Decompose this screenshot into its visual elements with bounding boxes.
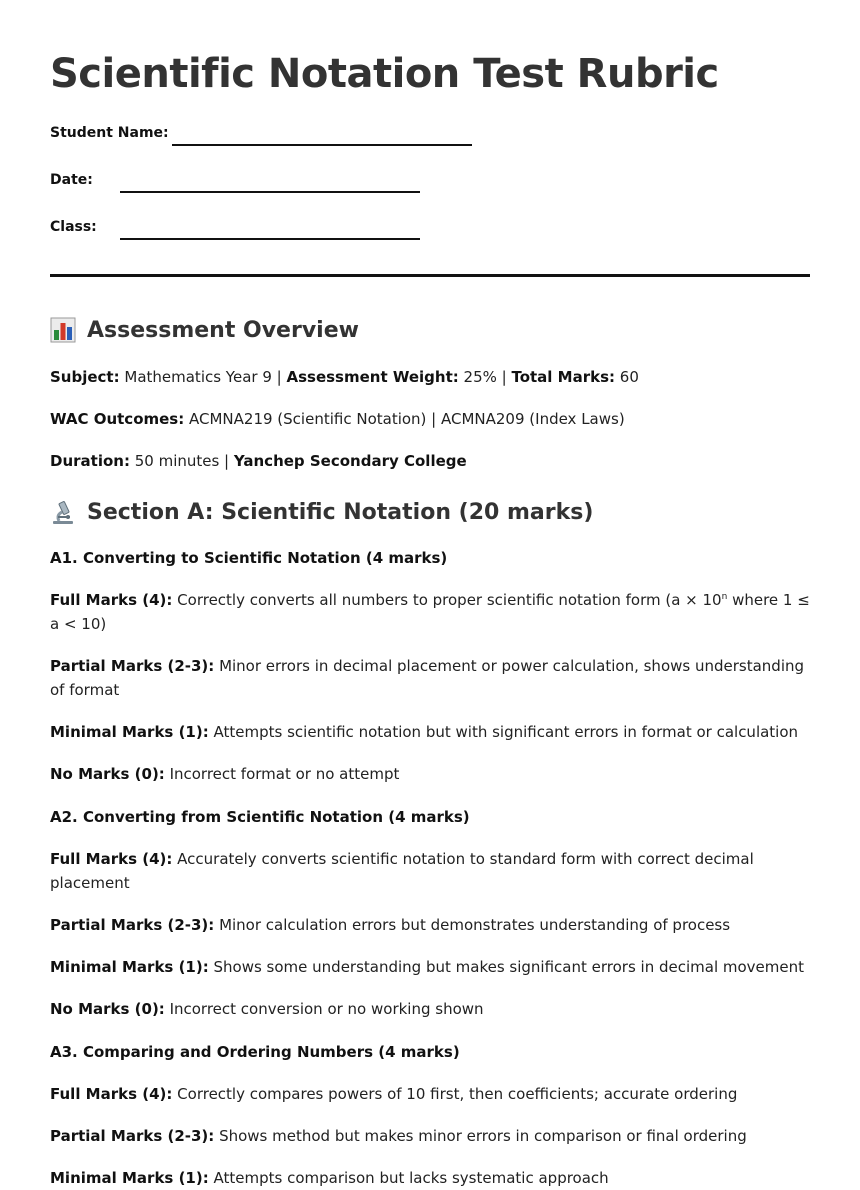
a2-title: A2. Converting from Scientific Notation (4 marks) [50, 808, 470, 826]
overview-subject-line [50, 365, 810, 389]
overview-heading-text: Assessment Overview [87, 317, 359, 343]
microscope-icon [50, 499, 76, 525]
a1-partial-marks [50, 654, 810, 702]
a1-minimal-marks [50, 720, 810, 744]
a2-minimal-text: Shows some understanding but makes significant errors in decimal movement [208, 958, 805, 976]
a1-full-label: Full Marks (4): [50, 591, 173, 609]
a2-full-label: Full Marks (4): [50, 850, 173, 868]
weight-value: 25% | [458, 368, 512, 386]
duration-label: Duration: [50, 452, 130, 470]
a3-partial-marks [50, 1124, 810, 1148]
subject-label: Subject: [50, 368, 120, 386]
a1-title: A1. Converting to Scientific Notation (4 marks) [50, 549, 448, 567]
a1-full-text-post: where 1 ≤ a < 10) [50, 591, 810, 633]
page-title: Scientific Notation Test Rubric [50, 51, 719, 97]
overview-heading [50, 315, 810, 345]
a3-minimal-text: Attempts comparison but lacks systematic approach [208, 1169, 609, 1187]
a2-partial-label: Partial Marks (2-3): [50, 916, 215, 934]
a2-full-marks [50, 847, 810, 895]
date-input-line[interactable] [120, 171, 420, 193]
a1-partial-label: Partial Marks (2-3): [50, 657, 215, 675]
a3-partial-label: Partial Marks (2-3): [50, 1127, 215, 1145]
a1-full-text-pre: Correctly converts all numbers to proper scientific notation form (a × 10 [172, 591, 722, 609]
a2-no-marks [50, 997, 810, 1021]
a1-partial-text: Minor errors in decimal placement or power calculation, shows understanding of format [50, 657, 805, 699]
wac-value: ACMNA219 (Scientific Notation) | ACMNA209 (Index Laws) [184, 410, 625, 428]
a1-none-text: Incorrect format or no attempt [164, 765, 400, 783]
section-a-heading-text: Section A: Scientific Notation (20 marks) [87, 499, 594, 525]
wac-label: WAC Outcomes: [50, 410, 185, 428]
overview-duration-line [50, 449, 810, 473]
a1-no-marks [50, 762, 810, 786]
a3-minimal-label: Minimal Marks (1): [50, 1169, 209, 1187]
a2-partial-marks [50, 913, 810, 937]
header-divider [50, 274, 810, 277]
a2-none-text: Incorrect conversion or no working shown [164, 1000, 484, 1018]
duration-value: 50 minutes | [129, 452, 234, 470]
class-input-line[interactable] [120, 218, 420, 240]
a1-none-label: No Marks (0): [50, 765, 165, 783]
date-label: Date: [50, 172, 93, 188]
school-name: Yanchep Secondary College [233, 452, 467, 470]
class-label: Class: [50, 219, 97, 235]
total-value: 60 [615, 368, 639, 386]
overview-wac-line [50, 407, 810, 431]
a3-minimal-marks [50, 1166, 810, 1190]
a3-partial-text: Shows method but makes minor errors in comparison or final ordering [214, 1127, 747, 1145]
a1-minimal-label: Minimal Marks (1): [50, 723, 209, 741]
subject-value: Mathematics Year 9 | [119, 368, 287, 386]
class-field [50, 193, 810, 240]
a2-minimal-label: Minimal Marks (1): [50, 958, 209, 976]
a2-minimal-marks [50, 955, 810, 979]
a3-full-text: Correctly compares powers of 10 first, then coefficients; accurate ordering [172, 1085, 738, 1103]
section-a-heading [50, 497, 810, 527]
a1-full-exponent: n [721, 592, 728, 602]
weight-label: Assessment Weight: [286, 368, 459, 386]
date-field [50, 146, 810, 193]
a2-full-text: Accurately converts scientific notation to standard form with correct decimal placement [50, 850, 754, 892]
student-name-field [50, 106, 810, 146]
student-name-label: Student Name: [50, 125, 169, 141]
a2-none-label: No Marks (0): [50, 1000, 165, 1018]
a1-minimal-text: Attempts scientific notation but with significant errors in format or calculation [208, 723, 799, 741]
student-name-input-line[interactable] [172, 122, 472, 146]
a2-partial-text: Minor calculation errors but demonstrates understanding of process [214, 916, 731, 934]
a3-full-marks [50, 1082, 810, 1106]
a1-full-marks [50, 588, 810, 636]
bar-chart-icon [50, 317, 76, 343]
a3-title: A3. Comparing and Ordering Numbers (4 marks) [50, 1043, 460, 1061]
student-info-fields [50, 106, 810, 240]
a3-full-label: Full Marks (4): [50, 1085, 173, 1103]
total-label: Total Marks: [511, 368, 616, 386]
